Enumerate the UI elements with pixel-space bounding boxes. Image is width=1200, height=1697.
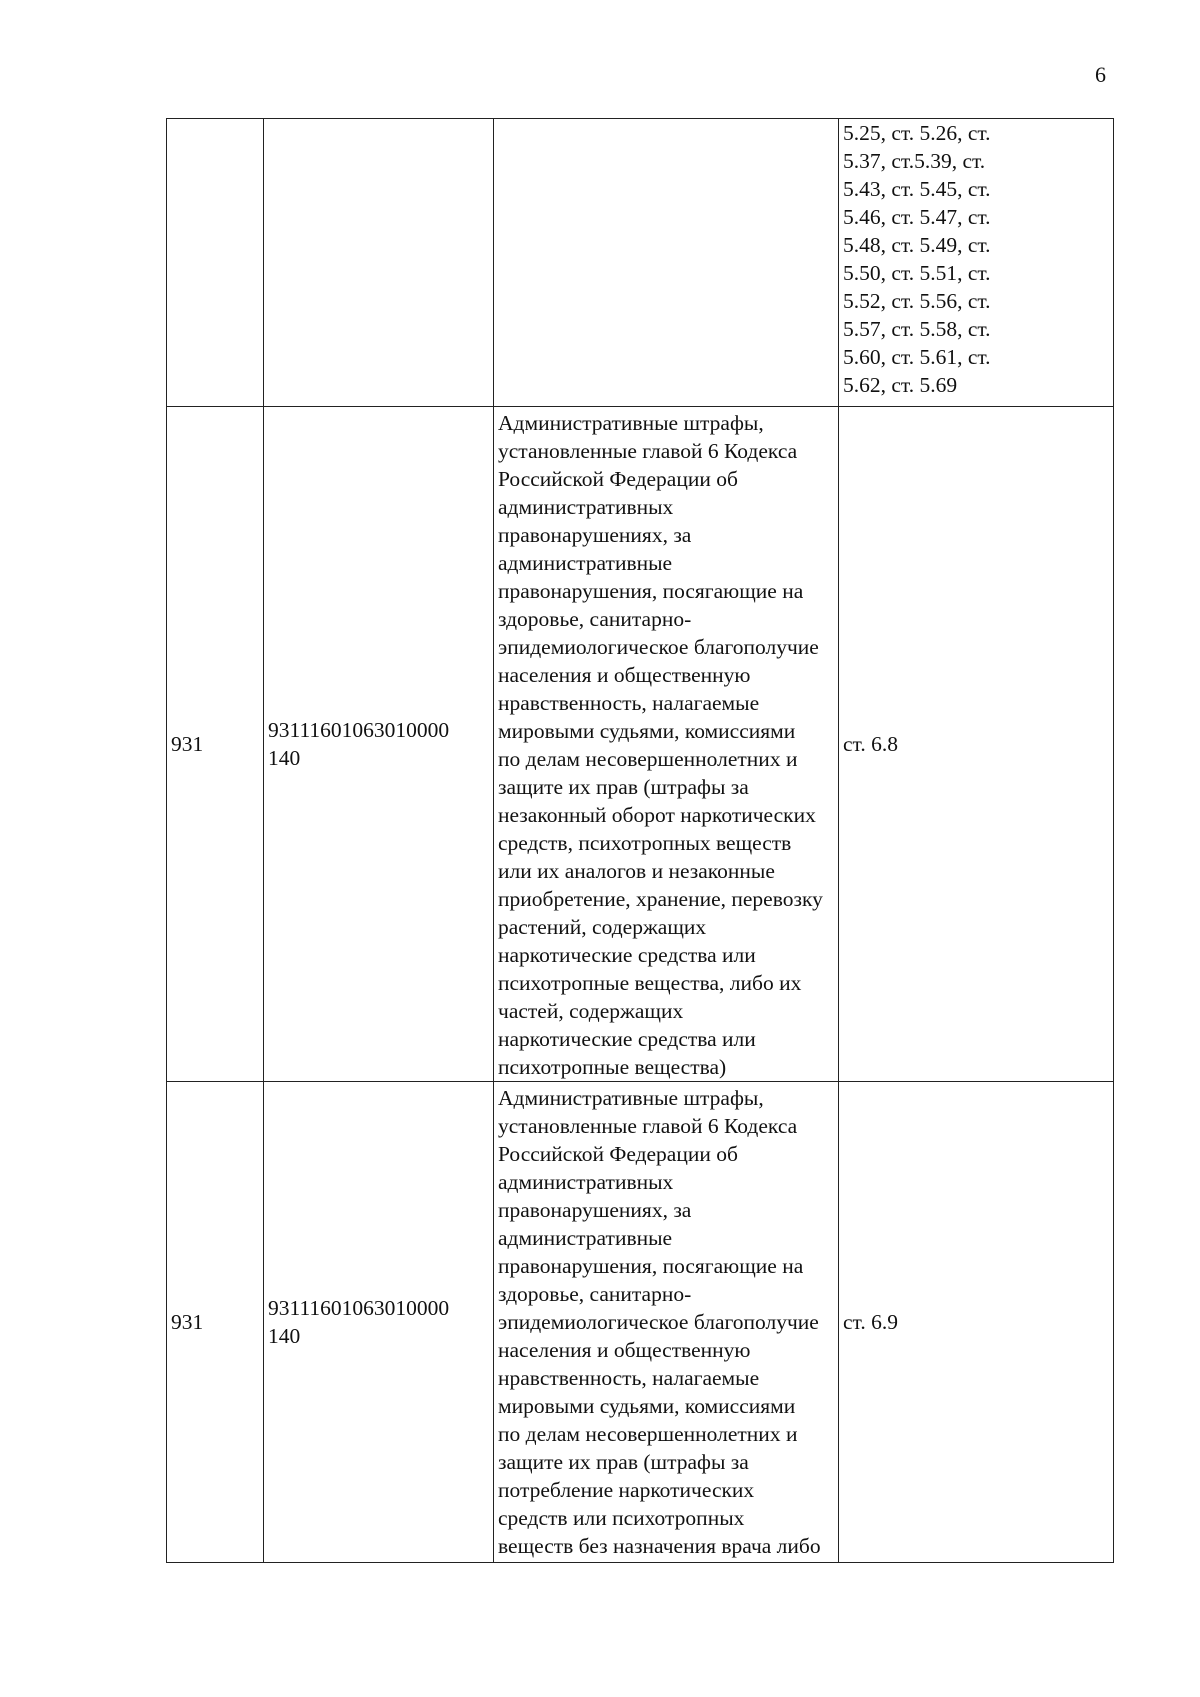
admin-code-cell: 931	[167, 407, 264, 1082]
admin-code-cell	[167, 119, 264, 407]
articles-cell: ст. 6.9	[839, 1082, 1114, 1563]
budget-codes-table	[166, 118, 1114, 1563]
kbk-cell: 93111601063010000 140	[264, 1082, 494, 1563]
kbk-cell	[264, 119, 494, 407]
description-cell	[494, 119, 839, 407]
page-number: 6	[1095, 62, 1106, 87]
description-cell: Административные штрафы, установленные главой 6 Кодекса Российской Федерации об административных правонарушениях, за административные правонарушения, посягающие на здоровье, санитарно- эпидемиологическое благополучие населения и общественную нравственность, налагаемые мировыми судьями, комиссиями по делам несовершеннолетних и защите их прав (штрафы за потребление наркотических средств или психотропных веществ без назначения врача либо	[494, 1082, 839, 1563]
kbk-cell: 93111601063010000 140	[264, 407, 494, 1082]
table-row	[167, 1082, 1114, 1563]
articles-cell: 5.25, ст. 5.26, ст. 5.37, ст.5.39, ст. 5.43, ст. 5.45, ст. 5.46, ст. 5.47, ст. 5.48, ст. 5.49, ст. 5.50, ст. 5.51, ст. 5.52, ст. 5.56, ст. 5.57, ст. 5.58, ст. 5.60, ст. 5.61, ст. 5.62, ст. 5.69	[839, 119, 1114, 407]
table-row	[167, 407, 1114, 1082]
articles-cell: ст. 6.8	[839, 407, 1114, 1082]
table-row	[167, 119, 1114, 407]
description-cell: Административные штрафы, установленные главой 6 Кодекса Российской Федерации об административных правонарушениях, за административные правонарушения, посягающие на здоровье, санитарно- эпидемиологическое благополучие населения и общественную нравственность, налагаемые мировыми судьями, комиссиями по делам несовершеннолетних и защите их прав (штрафы за незаконный оборот наркотических средств, психотропных веществ или их аналогов и незаконные приобретение, хранение, перевозку растений, содержащих наркотические средства или психотропные вещества, либо их частей, содержащих наркотические средства или психотропные вещества)	[494, 407, 839, 1082]
admin-code-cell: 931	[167, 1082, 264, 1563]
